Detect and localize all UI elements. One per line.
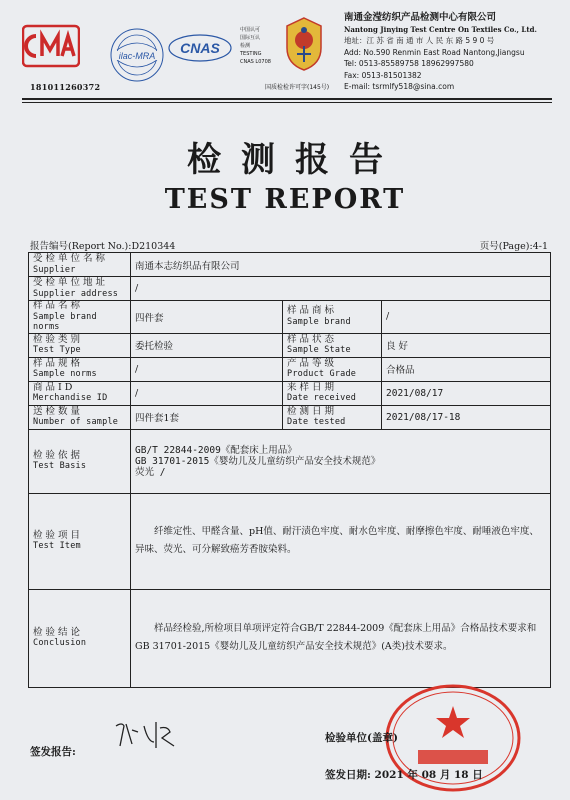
report-title-cn: 检测报告 — [187, 140, 403, 180]
company-info — [344, 12, 566, 93]
company-name-cn: 南通金滢纺织产品检测中心有限公司 — [344, 12, 497, 23]
report-number: 报告编号(Report No.):D210344 — [30, 241, 176, 252]
sample-norms-value: / — [131, 357, 283, 381]
page-number: 页号(Page):4-1 — [479, 241, 548, 252]
test-type-value: 委托检验 — [131, 333, 283, 357]
cma-logo-icon — [22, 24, 80, 68]
company-address-cn: 地址：江 苏 省 南 通 市 人 民 东 路 5 9 0 号 — [344, 36, 495, 45]
sample-brand-norms-label: 样品名称 Sample brand norms — [29, 301, 131, 334]
supplier-label: 受检单位名称 Supplier — [29, 253, 131, 277]
test-item-value: 纤维定性、甲醛含量、pH值、耐汗渍色牢度、耐水色牢度、耐摩擦色牢度、耐唾液色牢度、异味、荧光、可分解致癌芳香胺染料。 — [131, 493, 551, 589]
table-row — [29, 357, 551, 381]
handwritten-signature-icon — [110, 712, 190, 752]
company-email: E-mail: tsrmlfy518@sina.com — [344, 82, 455, 91]
cma-number: 181011260372 — [30, 82, 101, 92]
report-table — [28, 252, 551, 688]
quality-inspection-emblem-icon — [283, 16, 325, 72]
sample-norms-label: 样品规格 Sample norms — [29, 357, 131, 381]
product-grade-value: 合格品 — [382, 357, 551, 381]
supplier-address-label: 受检单位地址 Supplier address — [29, 277, 131, 301]
test-type-label: 检验类别 Test Type — [29, 333, 131, 357]
date-tested-value: 2021/08/17-18 — [382, 405, 551, 429]
test-basis-value: GB/T 22844-2009《配套床上用品》 GB 31701-2015《婴幼儿及儿童纺织产品安全技术规范》 荧光 / — [131, 429, 551, 493]
table-row — [29, 589, 551, 687]
table-row — [29, 301, 551, 334]
product-grade-label: 产品等级 Product Grade — [283, 357, 382, 381]
test-basis-label: 检验依据 Test Basis — [29, 429, 131, 493]
test-item-label: 检验项目 Test Item — [29, 493, 131, 589]
company-address-en: Add: No.590 Renmin East Road Nantong,Jiangsu — [344, 47, 525, 57]
table-row — [29, 429, 551, 493]
sample-brand-norms-value: 四件套 — [131, 301, 283, 334]
date-received-value: 2021/08/17 — [382, 381, 551, 405]
table-row — [29, 381, 551, 405]
cnas-cert-text: 中国认可 国际互认 检测 TESTING CNAS L0708 — [240, 27, 271, 65]
number-of-sample-value: 四件套1套 — [131, 405, 283, 429]
inspection-unit-label: 检验单位(盖章) — [325, 732, 398, 744]
table-row — [29, 253, 551, 277]
merchandise-id-value: / — [131, 381, 283, 405]
issue-date: 签发日期: 2021 年 08 月 18 日 — [325, 769, 483, 781]
cnas-logo-icon — [168, 34, 232, 62]
date-tested-label: 检测日期 Date tested — [283, 405, 382, 429]
header-rule-thin — [22, 102, 552, 103]
supplier-address-value: / — [131, 277, 551, 301]
table-row — [29, 277, 551, 301]
merchandise-id-label: 商品ID Merchandise ID — [29, 381, 131, 405]
table-row — [29, 405, 551, 429]
table-row — [29, 333, 551, 357]
supplier-value: 南通本志纺织品有限公司 — [131, 253, 551, 277]
sample-brand-value: / — [382, 301, 551, 334]
conclusion-value: 样品经检验,所检项目单项评定符合GB/T 22844-2009《配套床上用品》合格品技术要求和GB 31701-2015《婴幼儿及儿童纺织产品安全技术规范》(A类)技术要求。 — [131, 589, 551, 687]
permit-number: 国质检检许可字(145号) — [265, 84, 330, 91]
svg-text:ilac-MRA: ilac-MRA — [118, 51, 156, 61]
ilac-mra-logo-icon — [108, 26, 166, 84]
sample-state-value: 良 好 — [382, 333, 551, 357]
conclusion-label: 检验结论 Conclusion — [29, 589, 131, 687]
date-received-label: 来样日期 Date received — [283, 381, 382, 405]
table-row — [29, 493, 551, 589]
company-fax: Fax: 0513-81501382 — [344, 70, 422, 80]
header-rule-thick — [22, 98, 552, 100]
sample-brand-label: 样品商标 Sample brand — [283, 301, 382, 334]
svg-text:CNAS: CNAS — [180, 40, 220, 56]
number-of-sample-label: 送检数量 Number of sample — [29, 405, 131, 429]
company-name-en: Nantong Jinying Test Centre On Textiles Co., Ltd. — [344, 24, 537, 34]
issuer-label: 签发报告: — [30, 746, 76, 758]
sample-state-label: 样品状态 Sample State — [283, 333, 382, 357]
report-title-en: TEST REPORT — [164, 184, 406, 215]
company-tel: Tel: 0513-85589758 18962997580 — [344, 59, 474, 68]
